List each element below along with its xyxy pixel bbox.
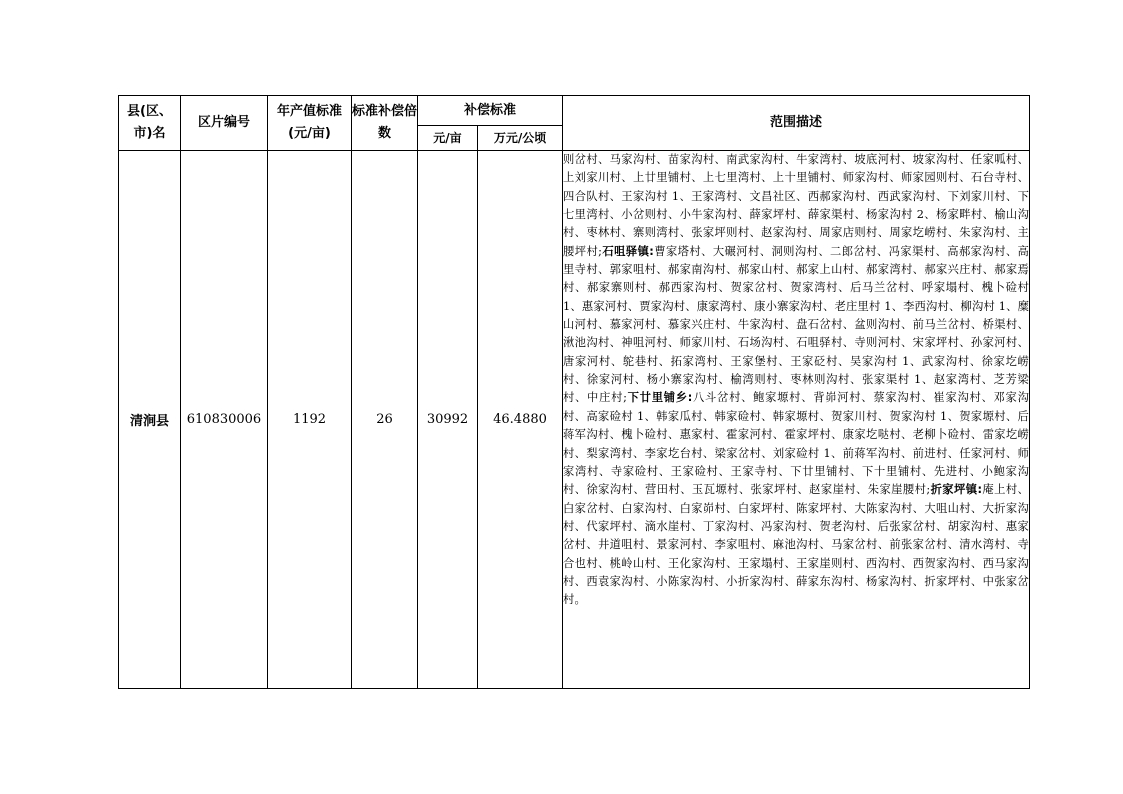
header-wan-per-ha: 万元/公顷 <box>478 126 563 151</box>
scope-segment: 曹家塔村、大碾河村、洞则沟村、二郎岔村、冯家渠村、高郝家沟村、高里寺村、郭家咀村、郝家南沟村、郝家山村、郝家上山村、郝家湾村、郝家兴庄村、郝家焉村、郝家寨则村、郝西家沟村、贺家岔村、贺家湾村、后马兰岔村、呼家塌村、槐卜硷村 1、惠家河村、贾家沟村、康家湾村、康小寨家沟村、老庄里村 1、李西沟村、柳沟村 1、糜山河村、慕家河村、慕家兴庄村、牛家沟村、盘石岔村、盆则沟村、前马兰岔村、桥渠村、湫池沟村、神咀河村、师家川村、石场沟村、石咀驿村、寺则河村、宋家坪村、孙家河村、唐家河村、鸵巷村、拓家湾村、王家堡村、王家砭村、吴家沟村 1、武家沟村、徐家圪崂村、徐家河村、杨小寨家沟村、榆湾则村、枣林则沟村、张家渠村 1、赵家湾村、芝芳梁村、中庄村; <box>563 244 1030 405</box>
town-name: 下廿里铺乡: <box>627 391 693 405</box>
compensation-table <box>118 95 1030 689</box>
table-row <box>119 151 1030 689</box>
header-yuan-per-mu: 元/亩 <box>418 126 478 151</box>
header-scope: 范围描述 <box>563 96 1030 151</box>
scope-segment: 八斗岔村、鲍家塬村、背峁河村、蔡家沟村、崔家沟村、邓家沟村、高家硷村 1、韩家瓜村、韩家硷村、韩家塬村、贺家川村、贺家沟村 1、贺家塬村、后蒋军沟村、槐卜硷村、惠家村、霍家河村、霍家坪村、康家圪哒村、老柳卜硷村、雷家圪崂村、梨家湾村、李家圪台村、梁家岔村、刘家硷村 1、前蒋军沟村、前进村、任家河村、师家湾村、寺家硷村、王家硷村、王家寺村、下廿里铺村、下十里铺村、先进村、小鲍家沟村、徐家沟村、营田村、玉瓦塬村、张家坪村、赵家崖村、朱家崖腰村; <box>563 391 1030 497</box>
town-name: 折家坪镇: <box>930 483 983 497</box>
yuan-per-mu-cell: 30992 <box>418 151 478 689</box>
multiple-cell: 26 <box>352 151 418 689</box>
scope-description <box>563 151 1030 689</box>
county-cell: 清涧县 <box>119 151 181 689</box>
zone-code-cell: 610830006 <box>181 151 268 689</box>
header-zone-code: 区片编号 <box>181 96 268 151</box>
header-row <box>119 96 1030 126</box>
wan-per-ha-cell: 46.4880 <box>478 151 563 689</box>
header-county: 县(区、市)名 <box>119 96 181 151</box>
header-multiple: 标准补偿倍数 <box>352 96 418 151</box>
annual-output-cell: 1192 <box>268 151 352 689</box>
town-name: 石咀驿镇: <box>602 244 654 258</box>
header-annual-output: 年产值标准(元/亩) <box>268 96 352 151</box>
scope-segment: 庵上村、白家岔村、白家沟村、白家峁村、白家坪村、陈家坪村、大陈家沟村、大咀山村、大折家沟村、代家坪村、滴水崖村、丁家沟村、冯家沟村、贺老沟村、后张家岔村、胡家沟村、惠家岔村、井道咀村、景家河村、李家咀村、麻池沟村、马家岔村、前张家岔村、清水湾村、寺合也村、桃岭山村、王化家沟村、王家塌村、王家崖则村、西沟村、西贺家沟村、西马家沟村、西袁家沟村、小陈家沟村、小折家沟村、薛家东沟村、杨家沟村、折家坪村、中张家岔村。 <box>563 483 1030 607</box>
header-compensation: 补偿标准 <box>418 96 563 126</box>
scope-segment: 则岔村、马家沟村、苗家沟村、南武家沟村、牛家湾村、坡底河村、坡家沟村、任家呱村、上刘家川村、上廿里铺村、上七里湾村、上十里铺村、师家沟村、师家园则村、石台寺村、四合队村、王家沟村 1、王家湾村、文昌社区、西郝家沟村、西武家沟村、下刘家川村、下七里湾村、小岔则村、小牛家沟村、薛家坪村、薛家渠村、杨家沟村 2、杨家畔村、榆山沟村、枣林村、寨则湾村、张家坪则村、赵家沟村、周家店则村、周家圪崂村、朱家沟村、主腰坪村; <box>563 153 1030 258</box>
